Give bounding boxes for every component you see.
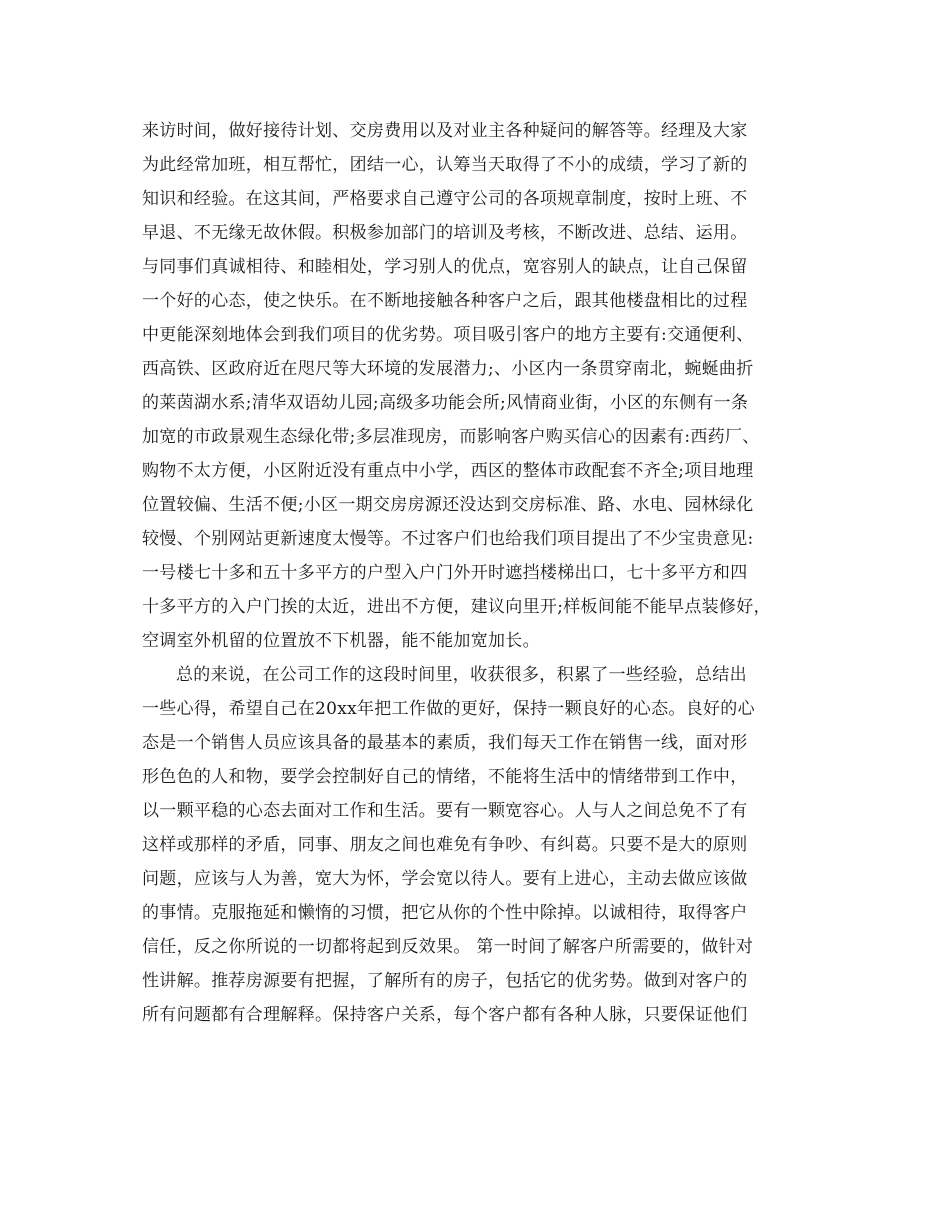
text-line: 空调室外机留的位置放不下机器，能不能加宽加长。 [142,631,540,651]
text-line: 一些心得，希望自己在20xx年把工作做的更好，保持一颗良好的心态。良好的心 [142,699,755,719]
text-line: 知识和经验。在这其间，严格要求自己遵守公司的各项规章制度，按时上班、不 [142,189,748,209]
text-line: 的事情。克服拖延和懒惰的习惯，把它从你的个性中除掉。以诚相待，取得客户 [142,903,748,923]
text-line: 西高铁、区政府近在咫尺等大环境的发展潜力;、小区内一条贯穿南北，蜿蜒曲折 [142,359,754,379]
text-line: 十多平方的入户门挨的太近，进出不方便，建议向里开;样板间能不能早点装修好， [142,597,771,617]
text-line: 购物不太方便，小区附近没有重点中小学，西区的整体市政配套不齐全;项目地理 [142,461,754,481]
paragraph-start-line: 总的来说，在公司工作的这段时间里，收获很多，积累了一些经验，总结出 [176,665,747,685]
text-line: 早退、不无缘无故休假。积极参加部门的培训及考核，不断改进、总结、运用。 [142,223,748,243]
text-line: 所有问题都有合理解释。保持客户关系，每个客户都有各种人脉，只要保证他们 [142,1005,748,1025]
text-line: 中更能深刻地体会到我们项目的优劣势。项目吸引客户的地方主要有:交通便利、 [142,325,754,345]
text-line: 问题，应该与人为善，宽大为怀，学会宽以待人。要有上进心，主动去做应该做 [142,869,748,889]
text-line: 位置较偏、生活不便;小区一期交房房源还没达到交房标准、路、水电、园林绿化 [142,495,754,515]
text-line: 形色色的人和物，要学会控制好自己的情绪，不能将生活中的情绪带到工作中， [142,767,748,787]
text-line: 来访时间，做好接待计划、交房费用以及对业主各种疑问的解答等。经理及大家 [142,121,748,141]
text-line: 一个好的心态，使之快乐。在不断地接触各种客户之后，跟其他楼盘相比的过程 [142,291,748,311]
text-line: 较慢、个别网站更新速度太慢等。不过客户们也给我们项目提出了不少宝贵意见: [142,529,754,549]
text-line: 性讲解。推荐房源要有把握，了解所有的房子，包括它的优劣势。做到对客户的 [142,971,748,991]
text-line: 这样或那样的矛盾，同事、朋友之间也难免有争吵、有纠葛。只要不是大的原则 [142,835,748,855]
text-line: 一号楼七十多和五十多平方的户型入户门外开时遮挡楼梯出口，七十多平方和四 [142,563,748,583]
text-line: 以一颗平稳的心态去面对工作和生活。要有一颗宽容心。人与人之间总免不了有 [142,801,748,821]
body-text [142,114,814,1032]
text-line: 加宽的市政景观生态绿化带;多层准现房，而影响客户购买信心的因素有:西药厂、 [142,427,760,447]
text-line: 与同事们真诚相待、和睦相处，学习别人的优点，宽容别人的缺点，让自己保留 [142,257,748,277]
text-line: 信任，反之你所说的一切都将起到反效果。 第一时间了解客户所需要的，做针对 [142,937,754,957]
text-line: 为此经常加班，相互帮忙，团结一心，认筹当天取得了不小的成绩，学习了新的 [142,155,748,175]
text-line: 态是一个销售人员应该具备的最基本的素质，我们每天工作在销售一线，面对形 [142,733,748,753]
text-line: 的莱茵湖水系;清华双语幼儿园;高级多功能会所;风情商业街，小区的东侧有一条 [142,393,749,413]
